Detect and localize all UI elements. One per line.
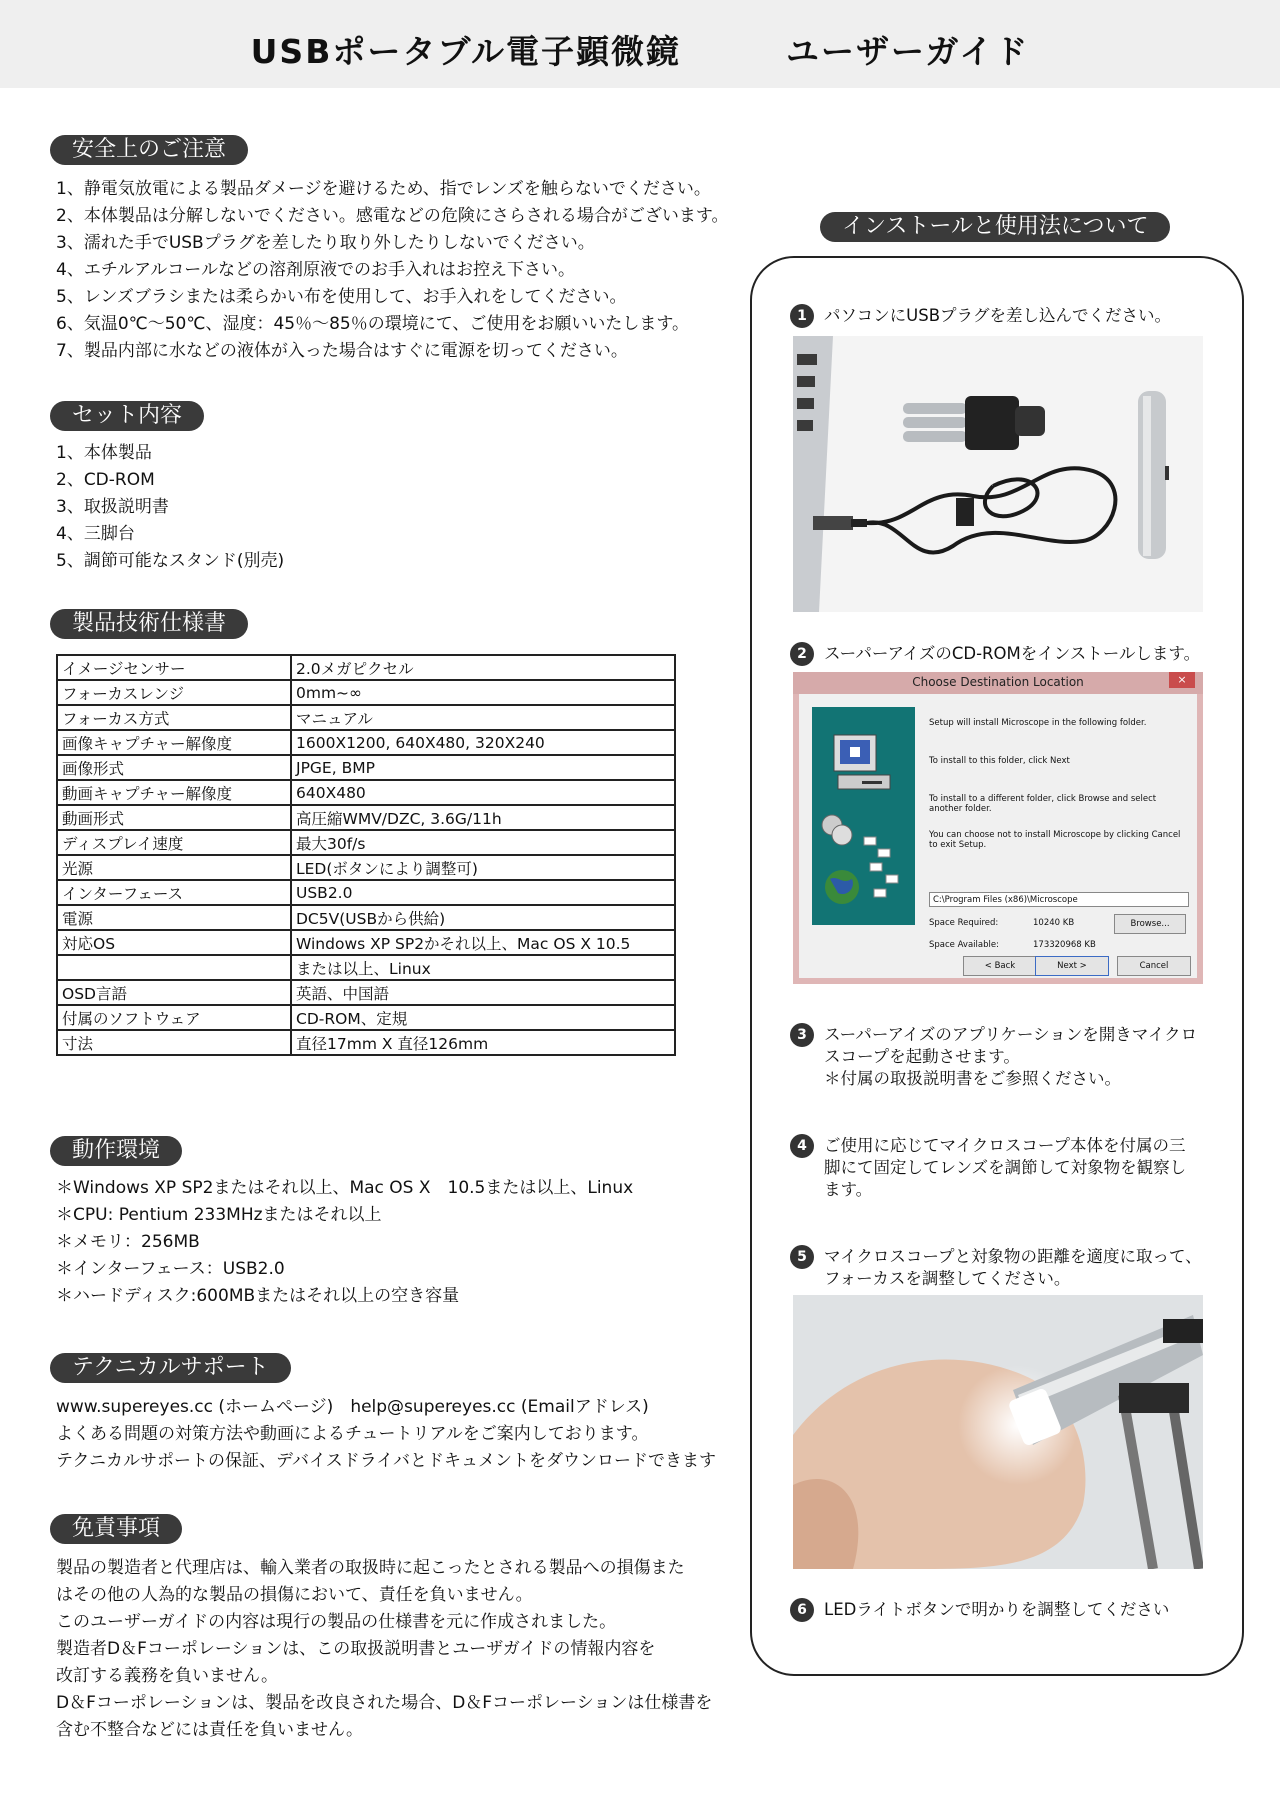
list-item: 6、気温0℃～50℃、湿度：45％～85％の環境にて、ご使用をお願いいたします。: [56, 314, 690, 334]
spec-value: 2.0メガピクセル: [291, 655, 675, 680]
list-item: 1、静電気放電による製品ダメージを避けるため、指でレンズを触らないでください。: [56, 179, 711, 199]
spec-value: USB2.0: [291, 880, 675, 905]
safety-list: [56, 176, 728, 365]
spec-key: ディスプレイ速度: [57, 830, 291, 855]
spec-table: [56, 654, 676, 1056]
installer-dialog-screenshot: [793, 672, 1203, 984]
step-number-badge: 1: [790, 304, 814, 328]
table-row: [57, 680, 675, 705]
spec-key: インターフェース: [57, 880, 291, 905]
browse-button[interactable]: Browse...: [1114, 914, 1186, 934]
step-text: ます。: [824, 1180, 873, 1199]
dialog-line: To install to a different folder, click Browse and select another folder.: [929, 794, 1157, 814]
spec-value: 640X480: [291, 780, 675, 805]
table-row: [57, 655, 675, 680]
microscope-usb-illustration: [793, 336, 1203, 612]
section-heading-safety: 安全上のご注意: [50, 135, 248, 165]
step-text: フォーカスを調整してください。: [824, 1269, 1071, 1288]
step-text: ご使用に応じてマイクロスコープ本体を付属の三: [824, 1136, 1186, 1155]
spec-value: 0mm~∞: [291, 680, 675, 705]
space-available-value: 173320968 KB: [1033, 940, 1096, 950]
spec-value: DC5V(USBから供給): [291, 905, 675, 930]
section-heading-environment: 動作環境: [50, 1136, 182, 1166]
contents-list: [56, 440, 284, 575]
space-available-label: Space Available:: [929, 940, 999, 950]
list-item: 1、本体製品: [56, 443, 152, 463]
table-row: [57, 955, 675, 980]
step-number-badge: 4: [790, 1134, 814, 1158]
install-path-field[interactable]: C:\Program Files (x86)\Microscope: [929, 892, 1189, 907]
environment-list: [56, 1175, 633, 1310]
list-item: 2、CD-ROM: [56, 470, 155, 490]
spec-value: 最大30f/s: [291, 830, 675, 855]
table-row: [57, 805, 675, 830]
table-row: [57, 755, 675, 780]
spec-key: フォーカスレンジ: [57, 680, 291, 705]
step-number-badge: 5: [790, 1245, 814, 1269]
cancel-button[interactable]: Cancel: [1117, 956, 1191, 976]
spec-key: 寸法: [57, 1030, 291, 1055]
step-number-badge: 2: [790, 642, 814, 666]
spec-key: 対応OS: [57, 930, 291, 955]
disclaimer-line: はその他の人為的な製品の損傷において、責任を負いません。: [56, 1585, 533, 1605]
list-item: 5、調節可能なスタンド(別売): [56, 551, 285, 571]
table-row: [57, 1030, 675, 1055]
step-text: マイクロスコープと対象物の距離を適度に取って、: [824, 1247, 1202, 1266]
list-item: 2、本体製品は分解しないでください。感電などの危険にさらされる場合がございます。: [56, 206, 729, 226]
spec-value: マニュアル: [291, 705, 675, 730]
table-row: [57, 905, 675, 930]
step-text: 脚にて固定してレンズを調節して対象物を観察し: [824, 1158, 1187, 1177]
step-text: スーパーアイズのアプリケーションを開きマイクロ: [824, 1025, 1198, 1044]
close-icon[interactable]: ×: [1169, 672, 1195, 688]
list-item: 7、製品内部に水などの液体が入った場合はすぐに電源を切ってください。: [56, 341, 628, 361]
step-number-badge: 6: [790, 1598, 814, 1622]
dialog-title: Choose Destination Location: [912, 675, 1084, 689]
spec-value: 高圧縮WMV/DZC, 3.6G/11h: [291, 805, 675, 830]
step-text: スコープを起動させます。: [824, 1047, 1020, 1066]
disclaimer-text: [56, 1555, 712, 1744]
list-item: ＊インターフェース：USB2.0: [56, 1259, 285, 1279]
spec-key: フォーカス方式: [57, 705, 291, 730]
table-row: [57, 830, 675, 855]
list-item: 3、取扱説明書: [56, 497, 169, 517]
disclaimer-line: 含む不整合などには責任を負いません。: [56, 1720, 364, 1740]
step-text: パソコンにUSBプラグを差し込んでください。: [824, 306, 1172, 325]
table-row: [57, 1005, 675, 1030]
list-item: ＊ハードディスク:600MBまたはそれ以上の空き容量: [56, 1286, 460, 1306]
dialog-side-panel: [812, 707, 915, 925]
disclaimer-line: 製造者D＆Fコーポレーションは、この取扱説明書とユーザガイドの情報内容を: [56, 1639, 656, 1659]
list-item: ＊メモリ：256MB: [56, 1232, 200, 1252]
section-heading-specs: 製品技術仕様書: [50, 609, 248, 639]
microscope-hand-illustration: [793, 1295, 1203, 1569]
table-row: [57, 705, 675, 730]
spec-key: イメージセンサー: [57, 655, 291, 680]
space-required-label: Space Required:: [929, 918, 999, 928]
spec-value: 1600X1200, 640X480, 320X240: [291, 730, 675, 755]
spec-key: 動画形式: [57, 805, 291, 830]
spec-value: Windows XP SP2かそれ以上、Mac OS X 10.5: [291, 930, 675, 955]
back-button[interactable]: < Back: [963, 956, 1037, 976]
next-button[interactable]: Next >: [1035, 956, 1109, 976]
space-required-value: 10240 KB: [1033, 918, 1075, 928]
spec-key: [57, 955, 291, 980]
page-title: USBポータブル電子顕微鏡 ユーザーガイド: [250, 32, 1030, 71]
step-number-badge: 3: [790, 1023, 814, 1047]
photo-microscope-on-hand: [793, 1295, 1203, 1569]
list-item: 4、エチルアルコールなどの溶剤原液でのお手入れはお控え下さい。: [56, 260, 575, 280]
disclaimer-line: D＆Fコーポレーションは、製品を改良された場合、D＆Fコーポレーションは仕様書を: [56, 1693, 713, 1713]
support-text: [56, 1394, 716, 1475]
spec-value: 英語、中国語: [291, 980, 675, 1005]
disclaimer-line: 改訂する義務を負いません。: [56, 1666, 279, 1686]
spec-key: 付属のソフトウェア: [57, 1005, 291, 1030]
list-item: 3、濡れた手でUSBプラグを差したり取り外したりしないでください。: [56, 233, 595, 253]
spec-key: 電源: [57, 905, 291, 930]
table-row: [57, 730, 675, 755]
table-row: [57, 855, 675, 880]
step-text: ＊付属の取扱説明書をご参照ください。: [824, 1069, 1121, 1088]
spec-key: OSD言語: [57, 980, 291, 1005]
dialog-line: Setup will install Microscope in the following folder.: [929, 718, 1147, 728]
section-heading-contents: セット内容: [50, 401, 204, 431]
step-text: LEDライトボタンで明かりを調整してください: [824, 1600, 1170, 1619]
step-text: スーパーアイズのCD-ROMをインストールします。: [824, 644, 1201, 663]
table-row: [57, 880, 675, 905]
support-line: よくある問題の対策方法や動画によるチュートリアルをご案内しております。: [56, 1424, 649, 1444]
list-item: 5、レンズブラシまたは柔らかい布を使用して、お手入れをしてください。: [56, 287, 627, 307]
computer-and-discs-icon: [812, 707, 915, 925]
support-line: テクニカルサポートの保証、デバイスドライバとドキュメントをダウンロードできます: [56, 1451, 716, 1471]
disclaimer-line: 製品の製造者と代理店は、輸入業者の取扱時に起こったとされる製品への損傷また: [56, 1558, 685, 1578]
spec-key: 光源: [57, 855, 291, 880]
list-item: 4、三脚台: [56, 524, 135, 544]
support-line: www.supereyes.cc (ホームページ) help@supereyes.cc (Emailアドレス): [56, 1397, 649, 1417]
spec-value: 直径17mm X 直径126mm: [291, 1030, 675, 1055]
section-heading-support: テクニカルサポート: [50, 1353, 291, 1383]
dialog-body: [799, 694, 1197, 978]
spec-key: 動画キャプチャー解像度: [57, 780, 291, 805]
photo-usb-connection: [793, 336, 1203, 612]
list-item: ＊CPU: Pentium 233MHzまたはそれ以上: [56, 1205, 382, 1225]
spec-value: LED(ボタンにより調整可): [291, 855, 675, 880]
dialog-line: To install to this folder, click Next: [929, 756, 1070, 766]
spec-value: JPGE, BMP: [291, 755, 675, 780]
section-heading-disclaimer: 免責事項: [50, 1514, 182, 1544]
section-heading-install: インストールと使用法について: [820, 212, 1170, 242]
dialog-line: You can choose not to install Microscope by clicking Cancel to exit Setup.: [929, 830, 1181, 850]
spec-value: CD-ROM、定規: [291, 1005, 675, 1030]
spec-key: 画像キャプチャー解像度: [57, 730, 291, 755]
list-item: ＊Windows XP SP2またはそれ以上、Mac OS X 10.5または以上、Linux: [56, 1178, 634, 1198]
table-row: [57, 780, 675, 805]
disclaimer-line: このユーザーガイドの内容は現行の製品の仕様書を元に作成されました。: [56, 1612, 617, 1632]
spec-value: または以上、Linux: [291, 955, 675, 980]
table-row: [57, 930, 675, 955]
spec-key: 画像形式: [57, 755, 291, 780]
table-row: [57, 980, 675, 1005]
